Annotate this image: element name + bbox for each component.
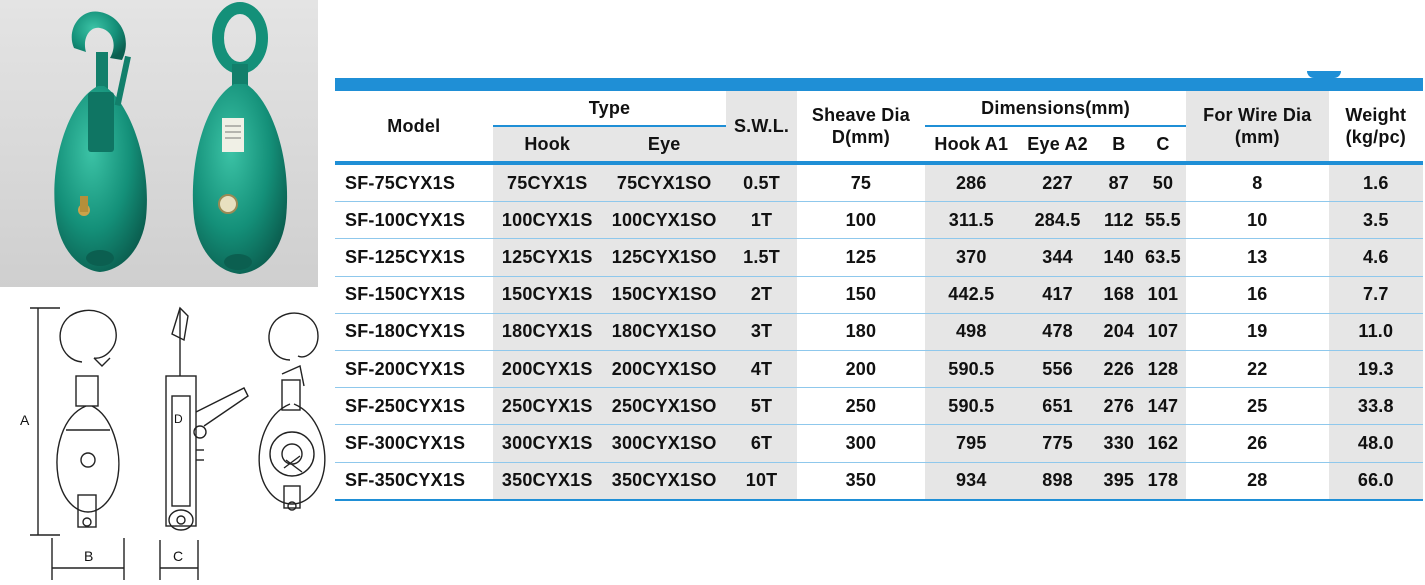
header-swl: S.W.L. [726,91,796,163]
spec-table-body [335,163,1423,500]
cell-b: 226 [1098,350,1140,387]
spec-table-container [335,78,1423,501]
cell-c: 162 [1140,425,1186,462]
cell-eye-a2: 227 [1017,163,1097,202]
table-row [335,202,1423,239]
table-row [335,163,1423,202]
cell-eye-a2: 344 [1017,239,1097,276]
cell-swl: 2T [726,276,796,313]
cell-hook-a1: 286 [925,163,1017,202]
cell-weight: 4.6 [1329,239,1423,276]
cell-sheave-dia: 350 [797,462,925,500]
table-row [335,388,1423,425]
header-b: B [1098,126,1140,163]
cell-sheave-dia: 250 [797,388,925,425]
cell-weight: 33.8 [1329,388,1423,425]
cell-b: 330 [1098,425,1140,462]
table-row [335,350,1423,387]
cell-swl: 0.5T [726,163,796,202]
cell-hook-a1: 442.5 [925,276,1017,313]
cell-wire-dia: 19 [1186,313,1329,350]
cell-weight: 48.0 [1329,425,1423,462]
cell-b: 276 [1098,388,1140,425]
cell-model: SF-75CYX1S [335,163,493,202]
cell-eye: 75CYX1SO [602,163,726,202]
cell-eye-a2: 556 [1017,350,1097,387]
cell-eye: 150CYX1SO [602,276,726,313]
cell-eye-a2: 284.5 [1017,202,1097,239]
cell-wire-dia: 8 [1186,163,1329,202]
cell-c: 101 [1140,276,1186,313]
header-model: Model [335,91,493,163]
cell-swl: 1T [726,202,796,239]
cell-eye: 250CYX1SO [602,388,726,425]
header-eye-a2: Eye A2 [1017,126,1097,163]
cell-b: 204 [1098,313,1140,350]
cell-swl: 4T [726,350,796,387]
snatch-block-photo [0,0,318,287]
cell-swl: 1.5T [726,239,796,276]
cell-c: 63.5 [1140,239,1186,276]
cell-model: SF-350CYX1S [335,462,493,500]
cell-weight: 19.3 [1329,350,1423,387]
cell-hook: 125CYX1S [493,239,602,276]
header-weight: Weight (kg/pc) [1329,91,1423,163]
cell-model: SF-200CYX1S [335,350,493,387]
cell-c: 128 [1140,350,1186,387]
cell-b: 87 [1098,163,1140,202]
table-row [335,239,1423,276]
table-row [335,313,1423,350]
cell-model: SF-100CYX1S [335,202,493,239]
cell-hook-a1: 590.5 [925,350,1017,387]
header-hook-a1: Hook A1 [925,126,1017,163]
cell-eye: 350CYX1SO [602,462,726,500]
table-row [335,462,1423,500]
cell-sheave-dia: 150 [797,276,925,313]
cell-wire-dia: 26 [1186,425,1329,462]
cell-hook: 75CYX1S [493,163,602,202]
product-photo [0,0,318,287]
cell-weight: 7.7 [1329,276,1423,313]
cell-sheave-dia: 125 [797,239,925,276]
header-eye: Eye [602,126,726,163]
header-hook: Hook [493,126,602,163]
dimension-drawing [0,300,334,585]
cell-model: SF-150CYX1S [335,276,493,313]
cell-model: SF-300CYX1S [335,425,493,462]
cell-swl: 5T [726,388,796,425]
cell-weight: 1.6 [1329,163,1423,202]
cell-eye: 300CYX1SO [602,425,726,462]
cell-eye-a2: 478 [1017,313,1097,350]
table-top-bar [335,78,1423,91]
cell-wire-dia: 16 [1186,276,1329,313]
cell-hook: 350CYX1S [493,462,602,500]
cell-hook: 200CYX1S [493,350,602,387]
cell-eye: 100CYX1SO [602,202,726,239]
cell-sheave-dia: 180 [797,313,925,350]
header-c: C [1140,126,1186,163]
cell-hook-a1: 590.5 [925,388,1017,425]
cell-b: 395 [1098,462,1140,500]
cell-sheave-dia: 300 [797,425,925,462]
cell-sheave-dia: 200 [797,350,925,387]
cell-hook-a1: 795 [925,425,1017,462]
cell-c: 107 [1140,313,1186,350]
cell-model: SF-125CYX1S [335,239,493,276]
cell-hook: 300CYX1S [493,425,602,462]
dimension-b-label: B [84,548,94,564]
cell-model: SF-250CYX1S [335,388,493,425]
cell-sheave-dia: 100 [797,202,925,239]
cell-hook-a1: 498 [925,313,1017,350]
cell-weight: 66.0 [1329,462,1423,500]
header-sheave-dia: Sheave Dia D(mm) [797,91,925,163]
cell-weight: 3.5 [1329,202,1423,239]
cell-c: 147 [1140,388,1186,425]
cell-model: SF-180CYX1S [335,313,493,350]
cell-sheave-dia: 75 [797,163,925,202]
table-row [335,425,1423,462]
cell-wire-dia: 22 [1186,350,1329,387]
cell-b: 140 [1098,239,1140,276]
header-wire-dia: For Wire Dia (mm) [1186,91,1329,163]
header-dimensions: Dimensions(mm) [981,98,1130,118]
cell-wire-dia: 25 [1186,388,1329,425]
cell-eye-a2: 775 [1017,425,1097,462]
cell-c: 55.5 [1140,202,1186,239]
cell-eye-a2: 898 [1017,462,1097,500]
cell-eye-a2: 651 [1017,388,1097,425]
dimension-a-label: A [20,412,30,428]
cell-hook: 150CYX1S [493,276,602,313]
dimension-drawing-svg [0,300,334,585]
dimension-c-label: C [173,548,184,564]
cell-hook: 100CYX1S [493,202,602,239]
cell-swl: 10T [726,462,796,500]
cell-c: 178 [1140,462,1186,500]
cell-wire-dia: 28 [1186,462,1329,500]
cell-hook-a1: 370 [925,239,1017,276]
cell-eye: 180CYX1SO [602,313,726,350]
spec-table [335,91,1423,501]
cell-wire-dia: 10 [1186,202,1329,239]
cell-swl: 3T [726,313,796,350]
header-type: Type [588,98,631,118]
cell-b: 112 [1098,202,1140,239]
cell-swl: 6T [726,425,796,462]
cell-hook: 250CYX1S [493,388,602,425]
cell-b: 168 [1098,276,1140,313]
cell-eye: 200CYX1SO [602,350,726,387]
cell-wire-dia: 13 [1186,239,1329,276]
cell-hook-a1: 934 [925,462,1017,500]
cell-hook: 180CYX1S [493,313,602,350]
table-row [335,276,1423,313]
dimension-d-label: D [174,412,183,426]
cell-eye: 125CYX1SO [602,239,726,276]
cell-weight: 11.0 [1329,313,1423,350]
cell-hook-a1: 311.5 [925,202,1017,239]
cell-c: 50 [1140,163,1186,202]
cell-eye-a2: 417 [1017,276,1097,313]
